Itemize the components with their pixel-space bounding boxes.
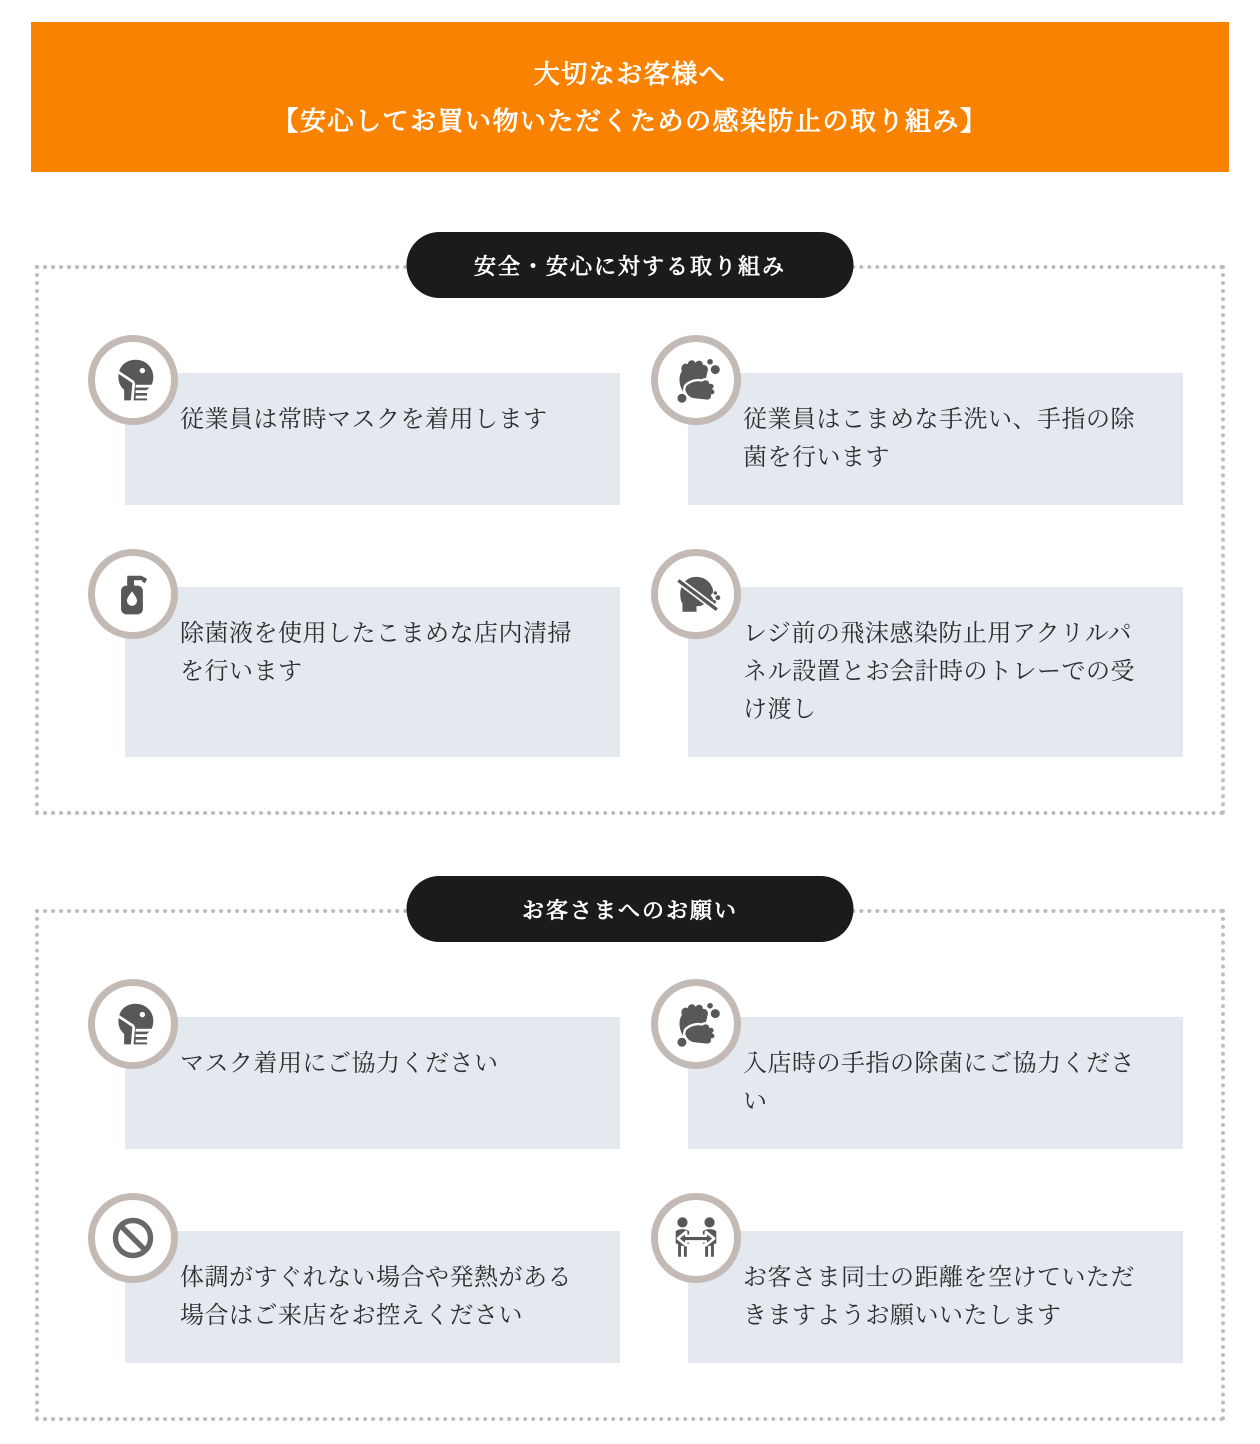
no-droplets-icon bbox=[651, 549, 741, 639]
mask-face-icon bbox=[88, 335, 178, 425]
request-card-sanitize-hands bbox=[688, 1017, 1183, 1149]
measure-text: レジ前の飛沫感染防止用アクリルパネル設置とお会計時のトレーでの受け渡し bbox=[743, 620, 1135, 723]
measures-grid bbox=[125, 373, 1183, 757]
requests-grid bbox=[125, 1017, 1183, 1363]
prohibition-icon bbox=[88, 1193, 178, 1283]
spray-bottle-icon bbox=[88, 549, 178, 639]
hero-subtitle: 【安心してお買い物いただくための感染防止の取り組み】 bbox=[272, 105, 988, 136]
social-distance-icon bbox=[651, 1193, 741, 1283]
measure-card-hand-washing bbox=[688, 373, 1183, 505]
request-text: お客さま同士の距離を空けていただきますようお願いいたします bbox=[743, 1264, 1135, 1329]
request-card-keep-distance bbox=[688, 1231, 1183, 1363]
hand-washing-icon bbox=[651, 335, 741, 425]
request-card-wear-mask bbox=[125, 1017, 620, 1149]
request-card-stay-home-if-sick bbox=[125, 1231, 620, 1363]
section-badge: 安全・安心に対する取り組み bbox=[407, 232, 854, 298]
mask-face-icon bbox=[88, 979, 178, 1069]
measure-text: 従業員は常時マスクを着用します bbox=[180, 406, 548, 433]
section-safety-measures bbox=[35, 253, 1225, 815]
request-text: マスク着用にご協力ください bbox=[180, 1050, 499, 1077]
measure-card-sanitizing-clean bbox=[125, 587, 620, 757]
measure-text: 従業員はこまめな手洗い、手指の除菌を行います bbox=[743, 406, 1135, 471]
measure-text: 除菌液を使用したこまめな店内清掃を行います bbox=[180, 620, 572, 685]
request-text: 入店時の手指の除菌にご協力ください bbox=[743, 1050, 1135, 1115]
section-badge: お客さまへのお願い bbox=[407, 876, 854, 942]
hand-washing-icon bbox=[651, 979, 741, 1069]
hero-banner bbox=[31, 22, 1229, 172]
request-text: 体調がすぐれない場合や発熱がある場合はご来店をお控えください bbox=[180, 1264, 572, 1329]
measure-card-staff-mask bbox=[125, 373, 620, 505]
measure-card-acrylic-panel bbox=[688, 587, 1183, 757]
section-customer-requests bbox=[35, 897, 1225, 1421]
hero-title: 大切なお客様へ bbox=[533, 58, 727, 89]
